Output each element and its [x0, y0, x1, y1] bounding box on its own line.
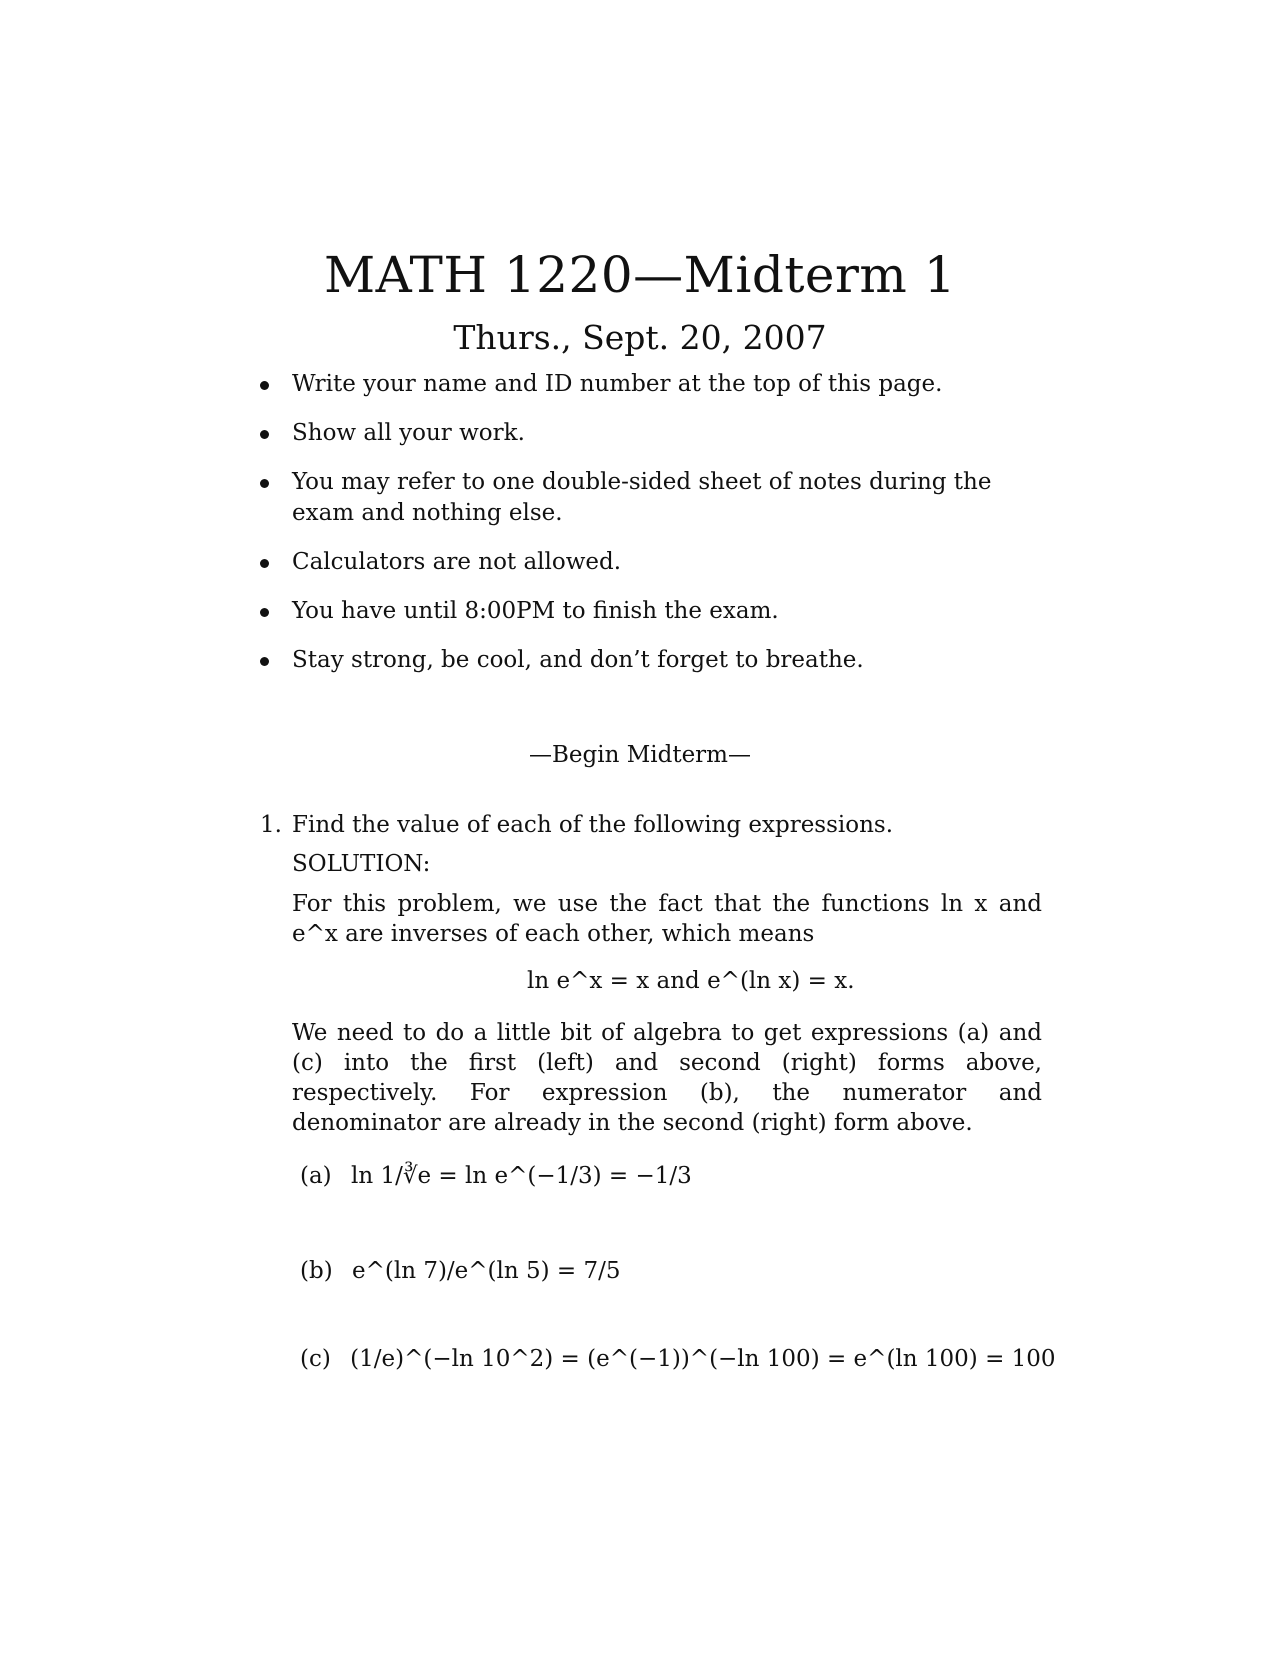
solution-label: SOLUTION: — [292, 851, 431, 877]
exam-date: Thurs., Sept. 20, 2007 — [453, 318, 827, 357]
solution-explanation: We need to do a little bit of algebra to get expressions (a) and (c) into the first (left) and second (right) forms above, respectively. For expression (b), the numerator and denominator are already in the second (right) form above. — [292, 1020, 1042, 1136]
bullet-icon — [260, 608, 269, 617]
problem-number: 1. — [260, 812, 282, 838]
begin-midterm-marker: —Begin Midterm— — [528, 742, 751, 768]
instruction-item: Stay strong, be cool, and don’t forget to breathe. — [266, 645, 1046, 676]
part-a: (a) ln 1/∛e = ln e^(−1/3) = −1/3 — [300, 1163, 692, 1189]
bullet-icon — [260, 479, 269, 488]
instruction-item: You have until 8:00PM to finish the exam. — [266, 596, 1046, 627]
bullet-icon — [260, 559, 269, 568]
instruction-item: Calculators are not allowed. — [266, 547, 1046, 578]
bullet-icon — [260, 381, 269, 390]
solution-intro: For this problem, we use the fact that the functions ln x and e^x are inverses of each other, which means — [292, 891, 1042, 947]
instruction-item: You may refer to one double-sided sheet of notes during the exam and nothing else. — [266, 467, 1046, 529]
part-a-expression: ln 1/∛e = ln e^(−1/3) = −1/3 — [350, 1163, 692, 1189]
part-b-expression: e^(ln 7)/e^(ln 5) = 7/5 — [351, 1258, 621, 1284]
instruction-item: Show all your work. — [266, 418, 1046, 449]
bullet-icon — [260, 430, 269, 439]
part-c-expression: (1/e)^(−ln 10^2) = (e^(−1))^(−ln 100) = e^(ln 100) = 100 — [350, 1346, 1056, 1372]
part-b: (b) e^(ln 7)/e^(ln 5) = 7/5 — [300, 1258, 621, 1284]
problem-question: Find the value of each of the following expressions. — [292, 812, 894, 838]
part-c: (c) (1/e)^(−ln 10^2) = (e^(−1))^(−ln 100) = e^(ln 100) = 100 — [300, 1346, 1056, 1372]
instruction-item: Write your name and ID number at the top of this page. — [266, 369, 1046, 400]
bullet-icon — [260, 657, 269, 666]
inverse-identity: ln e^x = x and e^(ln x) = x. — [527, 968, 855, 994]
exam-title: MATH 1220—Midterm 1 — [323, 246, 957, 304]
